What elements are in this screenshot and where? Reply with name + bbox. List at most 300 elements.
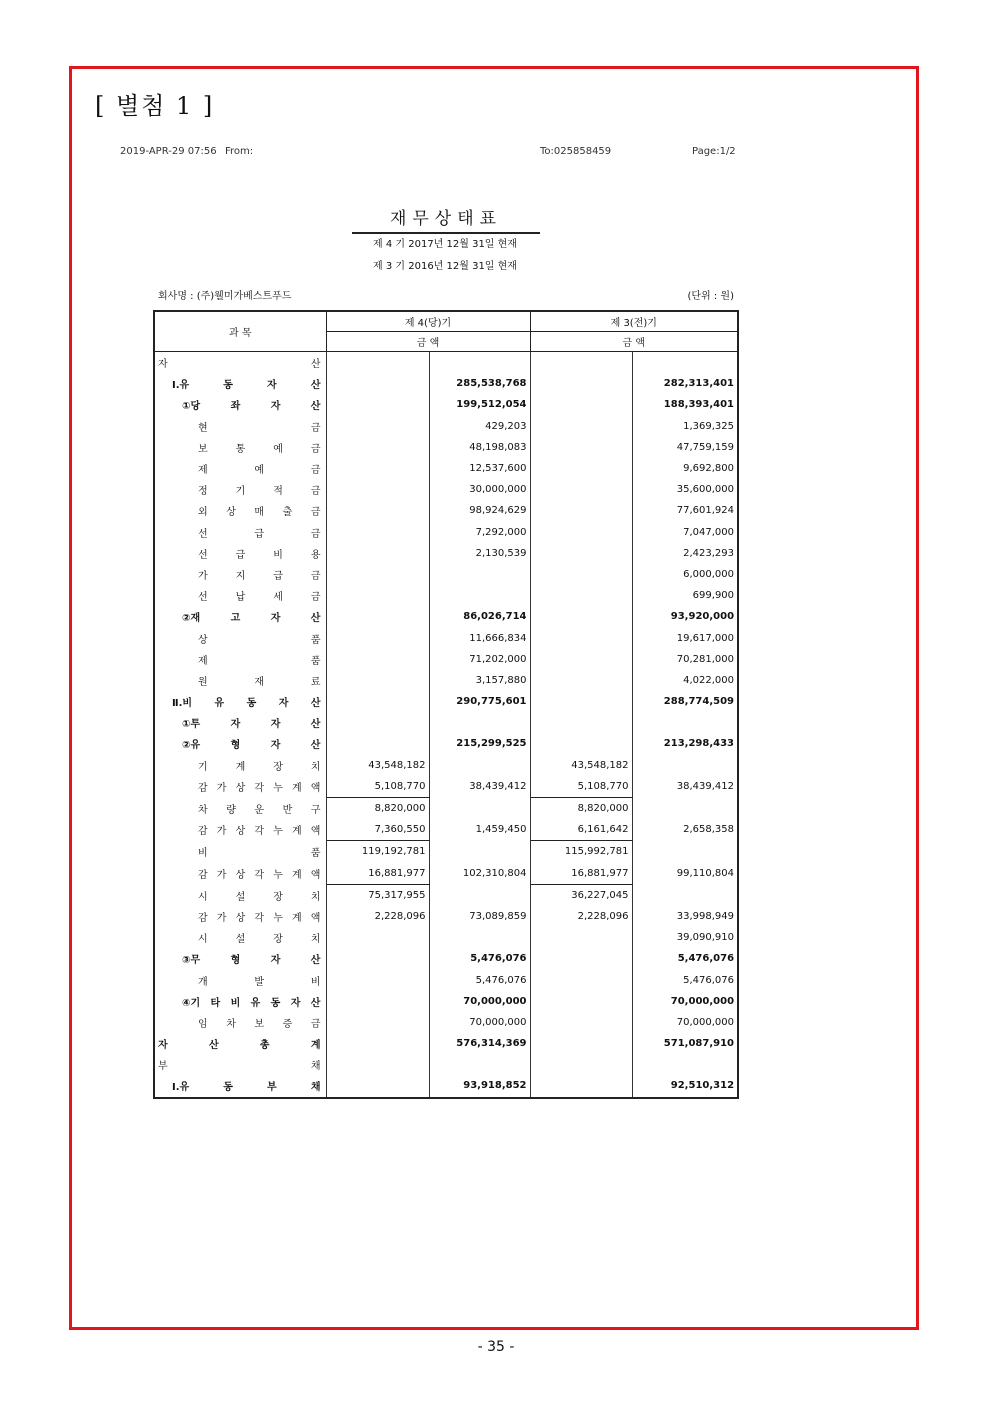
account-name-part: 장 bbox=[273, 934, 283, 946]
account-name-part: 산 bbox=[208, 1040, 219, 1052]
account-name bbox=[154, 1033, 326, 1054]
account-name-part: 각 bbox=[254, 826, 265, 838]
account-name-part: 각 bbox=[254, 912, 265, 924]
table-row bbox=[154, 819, 738, 841]
table-row bbox=[154, 373, 738, 394]
amount-c3 bbox=[530, 585, 632, 606]
account-name-part: 자 bbox=[270, 401, 281, 413]
amount-c3: 43,548,182 bbox=[530, 755, 632, 776]
amount-c2: 576,314,369 bbox=[429, 1033, 530, 1054]
amount-c2: 215,299,525 bbox=[429, 733, 530, 754]
account-name-part: 자 bbox=[278, 698, 289, 710]
account-name-part: 시 bbox=[198, 934, 208, 946]
table-row bbox=[154, 394, 738, 415]
amount-c1 bbox=[326, 479, 429, 500]
account-name-part: 금 bbox=[310, 465, 321, 477]
table-row bbox=[154, 564, 738, 585]
account-name-part: 제 bbox=[198, 465, 208, 477]
amount-c3 bbox=[530, 500, 632, 521]
page-number: - 35 - bbox=[477, 1339, 515, 1355]
amount-c3 bbox=[530, 1033, 632, 1054]
amount-c3 bbox=[530, 649, 632, 670]
amount-c3 bbox=[530, 670, 632, 691]
account-name-part: 산 bbox=[310, 955, 321, 967]
account-name-part: 자 bbox=[290, 997, 301, 1009]
company-name: 회사명 : (주)웰미가베스트푸드 bbox=[158, 291, 292, 302]
amount-c4: 5,476,076 bbox=[683, 974, 735, 986]
account-name-part: 원 bbox=[198, 676, 208, 688]
account-name bbox=[154, 712, 326, 733]
amount-c4: 70,000,000 bbox=[670, 995, 735, 1007]
account-name-part: 자 bbox=[270, 613, 281, 625]
account-name-part: 차 bbox=[198, 804, 208, 816]
table-row bbox=[154, 755, 738, 776]
account-name-part: 감 bbox=[198, 783, 208, 795]
amount-c1 bbox=[326, 522, 429, 543]
table-row bbox=[154, 712, 738, 733]
account-name bbox=[154, 906, 326, 927]
amount-c1 bbox=[326, 458, 429, 479]
amount-c4: 7,047,000 bbox=[683, 526, 735, 538]
amount-c1 bbox=[326, 969, 429, 990]
amount-c1: 7,360,550 bbox=[326, 819, 429, 841]
account-name-part: 상 bbox=[235, 869, 246, 881]
account-name bbox=[154, 969, 326, 990]
account-name-part: 상 bbox=[226, 507, 236, 519]
amount-c1: 43,548,182 bbox=[326, 755, 429, 776]
amount-c2: 3,157,880 bbox=[429, 670, 530, 691]
account-name bbox=[154, 1075, 326, 1097]
account-name-part: 품 bbox=[310, 655, 321, 667]
amount-c1 bbox=[326, 585, 429, 606]
table-row bbox=[154, 1012, 738, 1033]
account-name bbox=[154, 797, 326, 819]
amount-c4 bbox=[632, 797, 738, 819]
table-row bbox=[154, 627, 738, 648]
account-name-part: ④기 bbox=[182, 997, 201, 1009]
account-name-part: 상 bbox=[235, 912, 246, 924]
amount-c3: 8,820,000 bbox=[530, 797, 632, 819]
table-row bbox=[154, 1033, 738, 1054]
amount-c4: 571,087,910 bbox=[663, 1038, 735, 1050]
amount-c3 bbox=[530, 437, 632, 458]
account-name-part: 량 bbox=[226, 804, 236, 816]
account-name bbox=[154, 1012, 326, 1033]
table-row bbox=[154, 543, 738, 564]
amount-c2: 7,292,000 bbox=[429, 522, 530, 543]
amount-c4: 699,900 bbox=[692, 590, 735, 602]
account-name-part: 형 bbox=[230, 740, 241, 752]
amount-c3 bbox=[530, 543, 632, 564]
amount-c3: 16,881,977 bbox=[530, 863, 632, 885]
amount-c4: 19,617,000 bbox=[676, 632, 735, 644]
account-name-part: 외 bbox=[198, 507, 208, 519]
amount-c2: 70,000,000 bbox=[429, 1012, 530, 1033]
amount-c1 bbox=[326, 691, 429, 712]
account-name bbox=[154, 458, 326, 479]
amount-c3 bbox=[530, 564, 632, 585]
account-name-part: 가 bbox=[216, 826, 227, 838]
table-row bbox=[154, 776, 738, 798]
fax-date: 2019-APR-29 07:56 bbox=[120, 146, 217, 157]
account-name-part: 비 bbox=[198, 848, 208, 860]
account-name-part: 계 bbox=[235, 761, 246, 773]
account-name-part: 좌 bbox=[230, 401, 241, 413]
amount-c2: 93,918,852 bbox=[429, 1075, 530, 1097]
account-name bbox=[154, 776, 326, 798]
amount-c1 bbox=[326, 1054, 429, 1075]
account-name bbox=[154, 841, 326, 863]
account-name-part: 금 bbox=[310, 443, 321, 455]
account-name-part: 품 bbox=[310, 848, 321, 860]
account-name bbox=[154, 991, 326, 1012]
account-name-part: 금 bbox=[310, 592, 321, 604]
account-name-part: 계 bbox=[291, 826, 302, 838]
amount-c1 bbox=[326, 394, 429, 415]
account-name-part: 선 bbox=[198, 528, 208, 540]
fax-page: Page:1/2 bbox=[692, 146, 736, 157]
amount-c1 bbox=[326, 733, 429, 754]
account-name-part: 금 bbox=[310, 422, 321, 434]
account-name-part: 산 bbox=[310, 997, 321, 1009]
account-name-part: 금 bbox=[310, 507, 321, 519]
amount-c3 bbox=[530, 373, 632, 394]
amount-c2: 199,512,054 bbox=[429, 394, 530, 415]
account-name bbox=[154, 479, 326, 500]
amount-c3 bbox=[530, 712, 632, 733]
amount-c1 bbox=[326, 543, 429, 564]
amount-c2: 5,476,076 bbox=[429, 948, 530, 969]
table-row bbox=[154, 797, 738, 819]
amount-c3 bbox=[530, 458, 632, 479]
fax-from: From: bbox=[225, 146, 254, 157]
amount-c4: 288,774,509 bbox=[663, 696, 735, 708]
account-name-part: ①당 bbox=[182, 401, 201, 413]
amount-c1 bbox=[326, 352, 429, 374]
account-name bbox=[154, 627, 326, 648]
amount-c4 bbox=[632, 712, 738, 733]
account-name-part: 임 bbox=[198, 1018, 208, 1030]
amount-c1 bbox=[326, 606, 429, 627]
amount-c2 bbox=[429, 797, 530, 819]
account-name-part: 고 bbox=[230, 613, 241, 625]
account-name-part: 개 bbox=[198, 976, 208, 988]
account-name bbox=[154, 863, 326, 885]
table-row bbox=[154, 500, 738, 521]
account-name-part: Ⅱ.비 bbox=[172, 698, 193, 710]
account-name bbox=[154, 606, 326, 627]
amount-c1 bbox=[326, 627, 429, 648]
amount-c4: 47,759,159 bbox=[676, 441, 735, 453]
amount-c3 bbox=[530, 416, 632, 437]
amount-c2 bbox=[429, 585, 530, 606]
account-name-part: 감 bbox=[198, 912, 208, 924]
amount-c2: 2,130,539 bbox=[429, 543, 530, 564]
table-row bbox=[154, 841, 738, 863]
account-name-part: 계 bbox=[291, 912, 302, 924]
account-name bbox=[154, 1054, 326, 1075]
account-name bbox=[154, 927, 326, 948]
amount-c1 bbox=[326, 991, 429, 1012]
table-row bbox=[154, 585, 738, 606]
amount-c4 bbox=[632, 755, 738, 776]
account-name bbox=[154, 649, 326, 670]
account-name-part: 기 bbox=[198, 761, 208, 773]
account-name bbox=[154, 691, 326, 712]
account-name-part: 상 bbox=[198, 634, 208, 646]
amount-c1: 75,317,955 bbox=[326, 884, 429, 906]
account-name-part: 품 bbox=[310, 634, 321, 646]
account-name bbox=[154, 394, 326, 415]
account-name-part: 지 bbox=[235, 570, 246, 582]
amount-c1 bbox=[326, 1075, 429, 1097]
account-name bbox=[154, 819, 326, 841]
account-name-part: 총 bbox=[259, 1040, 270, 1052]
amount-c2 bbox=[429, 841, 530, 863]
account-name-part: 적 bbox=[273, 486, 283, 498]
balance-sheet-table bbox=[153, 310, 739, 1099]
amount-c2: 5,476,076 bbox=[429, 969, 530, 990]
account-name-part: 용 bbox=[310, 549, 321, 561]
amount-c3 bbox=[530, 733, 632, 754]
table-row bbox=[154, 479, 738, 500]
amount-c2: 429,203 bbox=[429, 416, 530, 437]
account-name-part: 각 bbox=[254, 869, 265, 881]
account-name-part: Ⅰ.유 bbox=[172, 1082, 190, 1094]
table-row bbox=[154, 649, 738, 670]
account-name-part: 비 bbox=[230, 997, 241, 1009]
amount-c3 bbox=[530, 606, 632, 627]
amount-c1 bbox=[326, 373, 429, 394]
amount-c4: 6,000,000 bbox=[683, 568, 735, 580]
amount-c1 bbox=[326, 649, 429, 670]
table-row bbox=[154, 416, 738, 437]
account-name-part: 금 bbox=[310, 570, 321, 582]
amount-c3 bbox=[530, 948, 632, 969]
account-name-part: 금 bbox=[310, 486, 321, 498]
amount-c1 bbox=[326, 416, 429, 437]
amount-c2: 73,089,859 bbox=[429, 906, 530, 927]
account-name bbox=[154, 564, 326, 585]
table-row bbox=[154, 352, 738, 374]
account-name-part: 치 bbox=[310, 891, 321, 903]
amount-c4: 5,476,076 bbox=[677, 953, 735, 965]
table-body bbox=[154, 352, 738, 1098]
amount-c2: 70,000,000 bbox=[429, 991, 530, 1012]
amount-c4: 38,439,412 bbox=[676, 781, 735, 793]
table-row bbox=[154, 1054, 738, 1075]
amount-c1: 8,820,000 bbox=[326, 797, 429, 819]
account-name-part: 산 bbox=[310, 719, 321, 731]
amount-c4: 213,298,433 bbox=[663, 738, 735, 750]
account-name-part: 정 bbox=[198, 486, 208, 498]
account-name-part: 부 bbox=[158, 1061, 168, 1073]
account-name bbox=[154, 755, 326, 776]
amount-c3 bbox=[530, 927, 632, 948]
amount-c2 bbox=[429, 712, 530, 733]
amount-c4: 9,692,800 bbox=[683, 463, 735, 475]
amount-c3 bbox=[530, 479, 632, 500]
amount-c1 bbox=[326, 1012, 429, 1033]
table-row bbox=[154, 606, 738, 627]
account-name-part: 기 bbox=[235, 486, 246, 498]
doc-title: 재무상태표 bbox=[352, 204, 540, 234]
amount-c3 bbox=[530, 1075, 632, 1097]
account-name-part: 치 bbox=[310, 934, 321, 946]
account-name-part: 형 bbox=[230, 955, 241, 967]
account-name-part: 동 bbox=[223, 1082, 233, 1094]
attachment-label: [ 별첨 1 ] bbox=[95, 92, 215, 120]
header-amount-prior: 금 액 bbox=[530, 332, 738, 352]
account-name-part: 운 bbox=[254, 804, 265, 816]
amount-c2: 290,775,601 bbox=[429, 691, 530, 712]
account-name-part: 액 bbox=[310, 783, 321, 795]
account-name-part: 설 bbox=[235, 891, 246, 903]
account-name-part: 누 bbox=[273, 912, 283, 924]
account-name-part: 비 bbox=[310, 976, 321, 988]
table-row bbox=[154, 969, 738, 990]
account-name-part: 상 bbox=[235, 783, 246, 795]
account-name bbox=[154, 522, 326, 543]
amount-c3 bbox=[530, 627, 632, 648]
account-name-part: ③무 bbox=[182, 955, 201, 967]
account-name-part: 타 bbox=[210, 997, 221, 1009]
account-name-part: 출 bbox=[282, 507, 293, 519]
account-name-part: 채 bbox=[310, 1061, 321, 1073]
account-name bbox=[154, 884, 326, 906]
account-name-part: 료 bbox=[310, 676, 321, 688]
table-row bbox=[154, 906, 738, 927]
account-name-part: 차 bbox=[226, 1018, 236, 1030]
account-name-part: 액 bbox=[310, 869, 321, 881]
account-name-part: 매 bbox=[254, 507, 265, 519]
account-name-part: 각 bbox=[254, 783, 265, 795]
amount-c2: 11,666,834 bbox=[429, 627, 530, 648]
amount-c4: 99,110,804 bbox=[676, 867, 735, 879]
header-current: 제 4(당)기 bbox=[326, 311, 530, 332]
table-row bbox=[154, 458, 738, 479]
account-name-part: ②재 bbox=[182, 613, 201, 625]
amount-c1 bbox=[326, 670, 429, 691]
account-name-part: 채 bbox=[310, 1082, 321, 1094]
account-name-part: 산 bbox=[310, 740, 321, 752]
table-row bbox=[154, 670, 738, 691]
account-name-part: 산 bbox=[310, 401, 321, 413]
account-name-part: 상 bbox=[235, 826, 246, 838]
account-name bbox=[154, 733, 326, 754]
account-name-part: 부 bbox=[267, 1082, 277, 1094]
account-name-part: 누 bbox=[273, 826, 283, 838]
table-row bbox=[154, 437, 738, 458]
header-prior: 제 3(전)기 bbox=[530, 311, 738, 332]
amount-c4 bbox=[632, 1054, 738, 1075]
account-name-part: 장 bbox=[273, 891, 283, 903]
account-name-part: 급 bbox=[273, 570, 283, 582]
amount-c1 bbox=[326, 1033, 429, 1054]
amount-c1: 16,881,977 bbox=[326, 863, 429, 885]
account-name-part: 현 bbox=[198, 422, 208, 434]
account-name-part: 자 bbox=[270, 955, 281, 967]
account-name-part: 선 bbox=[198, 549, 208, 561]
account-name bbox=[154, 437, 326, 458]
account-name-part: 계 bbox=[310, 1040, 321, 1052]
account-name-part: 급 bbox=[235, 549, 246, 561]
amount-c3: 2,228,096 bbox=[530, 906, 632, 927]
account-name-part: 보 bbox=[198, 443, 208, 455]
account-name-part: 선 bbox=[198, 592, 208, 604]
unit-label: (단위 : 원) bbox=[687, 291, 734, 302]
amount-c4: 93,920,000 bbox=[670, 611, 735, 623]
account-name bbox=[154, 948, 326, 969]
amount-c3: 5,108,770 bbox=[530, 776, 632, 798]
fax-to: To:025858459 bbox=[540, 146, 612, 157]
account-name-part: 자 bbox=[158, 1040, 168, 1052]
amount-c2 bbox=[429, 352, 530, 374]
amount-c1 bbox=[326, 500, 429, 521]
account-name bbox=[154, 543, 326, 564]
amount-c4: 35,600,000 bbox=[676, 484, 735, 496]
amount-c4: 39,090,910 bbox=[676, 932, 735, 944]
account-name bbox=[154, 416, 326, 437]
amount-c4: 77,601,924 bbox=[676, 505, 735, 517]
amount-c4: 33,998,949 bbox=[676, 910, 735, 922]
table-row bbox=[154, 991, 738, 1012]
account-name-part: 가 bbox=[216, 783, 227, 795]
account-name-part: 장 bbox=[273, 761, 283, 773]
amount-c3 bbox=[530, 691, 632, 712]
amount-c3 bbox=[530, 352, 632, 374]
header-subject: 과 목 bbox=[154, 311, 326, 352]
account-name-part: 구 bbox=[310, 804, 321, 816]
amount-c4: 2,658,358 bbox=[683, 824, 735, 836]
account-name-part: 계 bbox=[291, 869, 302, 881]
amount-c2 bbox=[429, 755, 530, 776]
account-name-part: 통 bbox=[235, 443, 246, 455]
account-name-part: 가 bbox=[198, 570, 208, 582]
table-row bbox=[154, 884, 738, 906]
account-name-part: 금 bbox=[310, 528, 321, 540]
amount-c2: 12,537,600 bbox=[429, 458, 530, 479]
account-name-part: 자 bbox=[267, 380, 277, 392]
amount-c2: 86,026,714 bbox=[429, 606, 530, 627]
amount-c4: 188,393,401 bbox=[663, 399, 735, 411]
amount-c3: 115,992,781 bbox=[530, 841, 632, 863]
account-name-part: 자 bbox=[270, 719, 281, 731]
amount-c3: 6,161,642 bbox=[530, 819, 632, 841]
amount-c3 bbox=[530, 991, 632, 1012]
account-name-part: 급 bbox=[254, 528, 265, 540]
amount-c1 bbox=[326, 437, 429, 458]
table-row bbox=[154, 863, 738, 885]
account-name-part: 산 bbox=[310, 613, 321, 625]
amount-c3 bbox=[530, 1054, 632, 1075]
account-name-part: 유 bbox=[250, 997, 261, 1009]
account-name-part: ①투 bbox=[182, 719, 201, 731]
account-name-part: 자 bbox=[158, 359, 168, 371]
amount-c4: 70,281,000 bbox=[676, 653, 735, 665]
table-row bbox=[154, 1075, 738, 1097]
amount-c2 bbox=[429, 927, 530, 948]
amount-c3 bbox=[530, 969, 632, 990]
amount-c1: 2,228,096 bbox=[326, 906, 429, 927]
account-name-part: 산 bbox=[310, 698, 321, 710]
amount-c1: 119,192,781 bbox=[326, 841, 429, 863]
account-name-part: 예 bbox=[254, 465, 265, 477]
amount-c1 bbox=[326, 712, 429, 733]
account-name-part: 자 bbox=[230, 719, 241, 731]
account-name-part: 설 bbox=[235, 934, 246, 946]
account-name-part: 발 bbox=[254, 976, 265, 988]
